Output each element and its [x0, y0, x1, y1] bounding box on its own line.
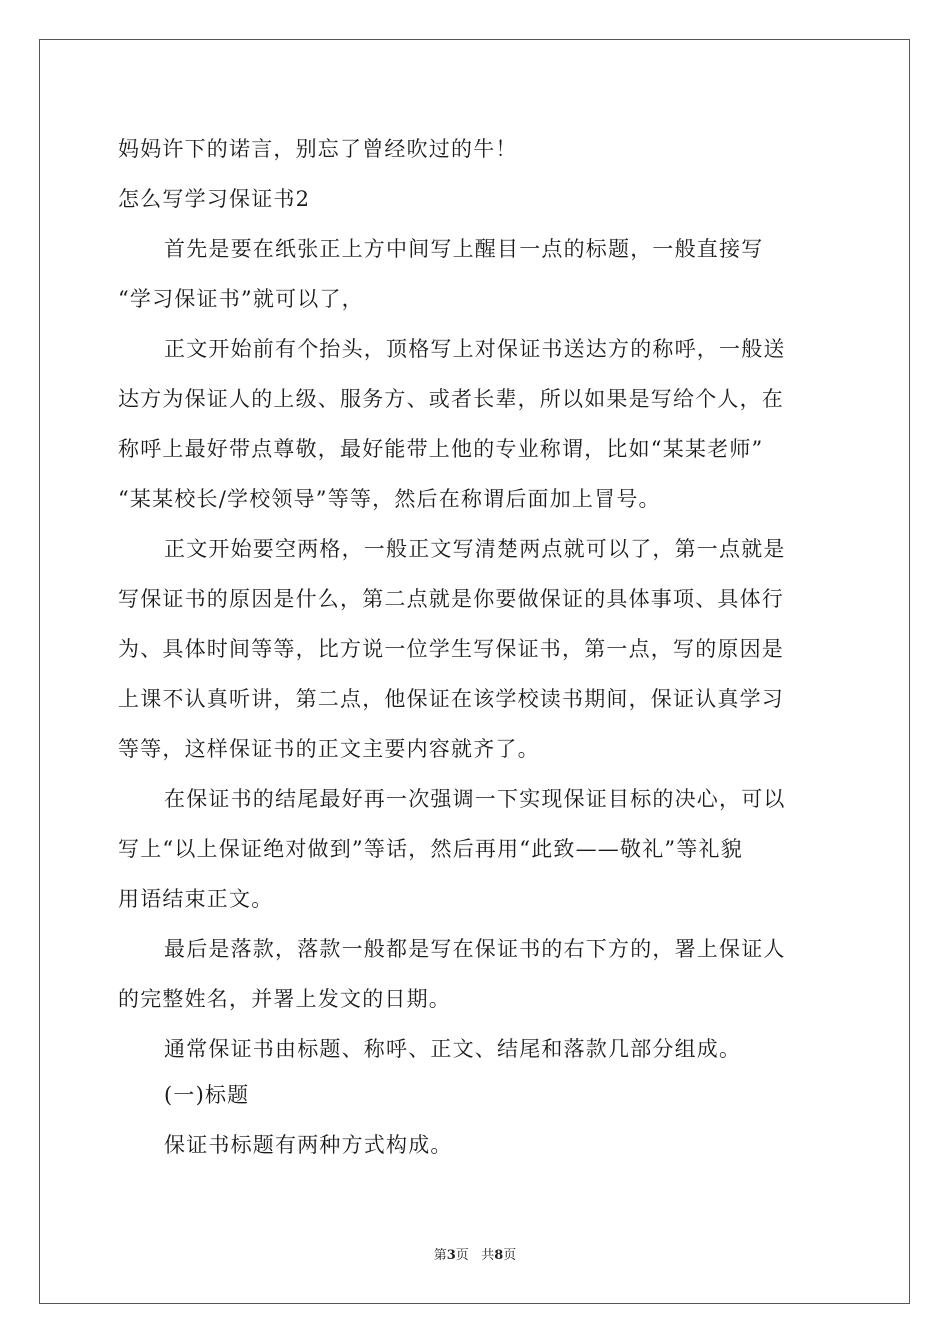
text-line: 妈妈许下的诺言，别忘了曾经吹过的牛！ — [118, 137, 518, 161]
page-border — [39, 39, 910, 1304]
page-footer — [0, 1247, 950, 1265]
paragraph-line: 用语结束正文。 — [118, 887, 274, 911]
paragraph-line: 上课不认真听讲，第二点，他保证在该学校读书期间，保证认真学习 — [118, 687, 784, 711]
paragraph-line: 保证书标题有两种方式构成。 — [164, 1133, 453, 1157]
paragraph-line: 最后是落款，落款一般都是写在保证书的右下方的，署上保证人 — [164, 937, 786, 961]
footer-suffix: 页 — [503, 1248, 517, 1263]
paragraph-line: 通常保证书由标题、称呼、正文、结尾和落款几部分组成。 — [164, 1037, 742, 1061]
paragraph-line: 写保证书的原因是什么，第二点就是你要做保证的具体事项、具体行 — [118, 587, 784, 611]
paragraph-line: 写上“以上保证绝对做到”等话，然后再用“此致——敬礼”等礼貌 — [118, 837, 743, 861]
paragraph-line: 称呼上最好带点尊敬，最好能带上他的专业称谓，比如“某某老师” — [118, 437, 764, 461]
paragraph-line: 的完整姓名，并署上发文的日期。 — [118, 987, 451, 1011]
current-page-number: 3 — [446, 1248, 456, 1263]
section-heading: 怎么写学习保证书2 — [118, 187, 311, 211]
paragraph-line: “学习保证书”就可以了， — [118, 287, 364, 311]
paragraph-line: 为、具体时间等等，比方说一位学生写保证书，第一点，写的原因是 — [118, 637, 784, 661]
subsection-heading: (一)标题 — [164, 1083, 250, 1107]
paragraph-line: “某某校长/学校领导”等等，然后在称谓后面加上冒号。 — [118, 487, 661, 511]
footer-prefix: 第 — [433, 1248, 447, 1263]
paragraph-line: 正文开始前有个抬头，顶格写上对保证书送达方的称呼，一般送 — [164, 337, 786, 361]
paragraph-line: 等等，这样保证书的正文主要内容就齐了。 — [118, 737, 540, 761]
paragraph-line: 正文开始要空两格，一般正文写清楚两点就可以了，第一点就是 — [164, 537, 786, 561]
paragraph-line: 在保证书的结尾最好再一次强调一下实现保证目标的决心，可以 — [164, 787, 786, 811]
total-pages-number: 8 — [494, 1248, 504, 1263]
paragraph-line: 首先是要在纸张正上方中间写上醒目一点的标题，一般直接写 — [164, 237, 764, 261]
paragraph-line: 达方为保证人的上级、服务方、或者长辈，所以如果是写给个人，在 — [118, 387, 784, 411]
footer-middle: 页 共 — [455, 1248, 495, 1263]
